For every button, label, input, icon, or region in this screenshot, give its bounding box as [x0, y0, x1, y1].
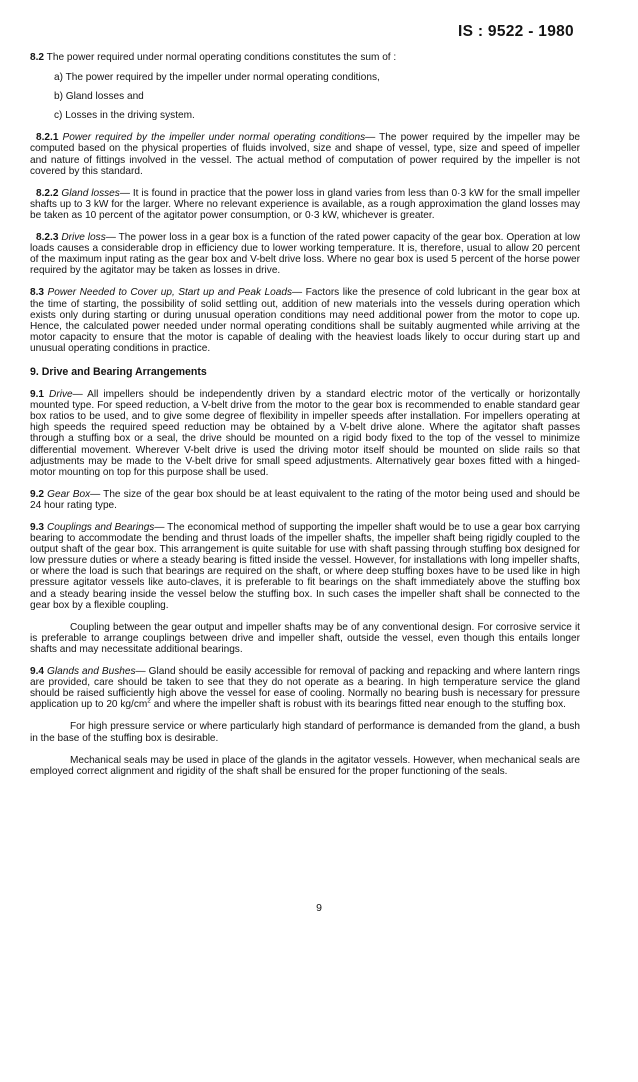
clause-number: 9.4 [30, 666, 45, 678]
clause-text-continued: and where the impeller shaft is robust with its bearings fitted near enough to the stuffing box. [150, 699, 566, 711]
clause-number: 8.2 [30, 52, 45, 63]
clause-number: 8.2.1 [36, 132, 59, 144]
clause-9-1 [30, 389, 580, 478]
clause-number: 9.1 [30, 389, 45, 401]
clause-8-2-2 [30, 188, 580, 221]
clause-9-3 [30, 522, 580, 611]
clause-text: — The economical method of supporting the impeller shaft would be to use a gear box carrying bearing to accommodate the bending and thrust loads of the impeller shafts, the impeller shaft being rigidly coupled to the output shaft of the gear box. This arrangement is quite suitable for use with shaft passing through stuffing box designed for low pressure duties or where a steady bearing is fitted inside the vessel. However, for installations with long impeller shafts, or where the load is such that bearings are required on the shaft, or where deep stuffing boxes have to be used like in high pressure agitator vessels like auto-claves, it is preferable to fit bearings on the shaft immediately above the stuffing box and a steady bearing inside the vessel below the stuffing box. In such cases the impeller shaft shall be connected to the gear box by a flexible coupling. [30, 522, 580, 611]
clause-title: Gear Box [47, 488, 91, 500]
clause-text: — The power loss in a gear box is a function of the rated power capacity of the gear box. Operation at low loads causes a considerable drop in efficiency due to lower working temperature. It is, therefore, usual to allow 20 percent of the maximum input rating as the gear box and V-belt drive loss. Where no gear box is used 5 percent of the horse power required by the agitator may be taken as losses in drive. [30, 232, 580, 277]
clause-9-2 [30, 489, 580, 511]
clause-9-4-paragraph: Mechanical seals may be used in place of the glands in the agitator vessels. However, when mechanical seals are employed correct alignment and rigidity of the shaft shall be ensured for the proper functioning of the seals. [30, 754, 580, 777]
clause-title: Power required by the impeller under normal operating conditions [62, 132, 366, 144]
superscript-2: 2 [147, 697, 151, 705]
clause-9-3-paragraph: Coupling between the gear output and impeller shafts may be of any conventional design. For corrosive service it is preferable to arrange couplings between drive and impeller shaft, outside the vessel, even though this entails longer shafts and may necessitate additional bearings. [30, 621, 580, 655]
clause-number: 8.2.3 [36, 232, 59, 244]
clause-number: 9.2 [30, 488, 45, 500]
clause-title: Power Needed to Cover up, Start up and Peak Loads [47, 287, 293, 299]
clause-9-4 [30, 666, 580, 710]
page-number: 9 [316, 902, 322, 914]
clause-text: — The power required by the impeller may be computed based on the physical properties of fluids involved, size and shape of vessel, type, size and speed of impeller and nature of fittings involved in the vessel. The actual method of computation of power required by the impeller is not covered by this standard. [30, 132, 580, 177]
list-item-text: The power required by the impeller under normal operating conditions, [65, 72, 380, 84]
clause-title: Drive loss [61, 232, 106, 244]
clause-text: — Gland should be easily accessible for removal of packing and repacking and where lantern rings are provided, care should be taken to see that they do not operate as a bearing. In high temperature service the gland should be raised sufficiently high above the vessel for ease of cooling. Normally no bearing bush is necessary for pressure application up to 20 kg/cm [30, 666, 580, 711]
clause-number: 9.3 [30, 522, 45, 533]
list-marker: c) [54, 110, 63, 122]
clause-title: Drive [49, 389, 73, 401]
clause-title: Couplings and Bearings [46, 522, 155, 533]
clause-text: — It is found in practice that the power loss in gland varies from less than 0·3 kW for the small impeller shafts up to 3 kW for the larger. Where no relevant experience is available, as a rough approximation the gland losses may be taken as 10 percent of the agitator power consumption, or 0·3 kW, whichever is greater. [30, 187, 580, 221]
clause-title: Gland losses [61, 187, 120, 199]
clause-text: — The size of the gear box should be at least equivalent to the rating of the motor being used and should be 24 hour rating type. [30, 488, 580, 511]
clause-9-4-paragraph: For high pressure service or where particularly high standard of performance is demanded from the gland, a bush in the base of the stuffing box is desirable. [30, 721, 580, 744]
clause-8-2-1 [30, 132, 580, 176]
clause-text: — All impellers should be independently driven by a standard electric motor of the vertically or horizontally mounted type. For speed reduction, a V-belt drive from the motor to the gear box is recommended to enable standard gear box ratios to be used, and to give some degree of flexibility in impeller speeds after installation. For impellers operating at high speeds the required speed reduction may be obtained by a V-belt drive alone. Where the agitator shaft passes through a stuffing box or a seal, the drive should be mounted on a rigid body fixed to the top of the vessel to minimize differential movement. Wherever V-belt drive is used the driving motor itself should be mounted on slide rails so that adjustments may be made to the V-belt drive for small speed adjustments. Alternatively gear boxes fitted with a hinged-motor mounting on top for this purpose shall be used. [30, 389, 580, 478]
list-item [30, 91, 580, 102]
clause-text: The power required under normal operating conditions constitutes the sum of : [46, 52, 397, 63]
standard-code-header: IS : 9522 - 1980 [458, 23, 574, 40]
clause-title: Glands and Bushes [47, 666, 136, 678]
document-body [30, 52, 580, 777]
list-item-text: Losses in the driving system. [65, 110, 195, 122]
clause-number: 8.3 [30, 287, 45, 299]
list-item [30, 110, 580, 121]
list-item-text: Gland losses and [65, 91, 144, 103]
clause-8-2-3 [30, 232, 580, 276]
clause-8-3 [30, 287, 580, 354]
clause-text: — Factors like the presence of cold lubricant in the gear box at the time of starting, the possibility of solid settling out, addition of new materials into the vessels during operation which exists only during starting or during unusual operation conditions may need additional power from the motor to cope up. Hence, the calculated power needed under normal operating conditions shall be suitably augmented while arriving at the motor capacity to ensure that the motor is capable of dealing with the heaviest loads likely to occur during start up and unusual operating conditions in practice. [30, 287, 580, 354]
clause-number: 8.2.2 [36, 187, 59, 199]
list-item [30, 72, 580, 83]
section-heading-9: 9. Drive and Bearing Arrangements [30, 365, 207, 378]
power-components-list [30, 72, 580, 121]
list-marker: b) [54, 91, 63, 103]
list-marker: a) [54, 72, 63, 84]
clause-8-2 [30, 52, 580, 63]
